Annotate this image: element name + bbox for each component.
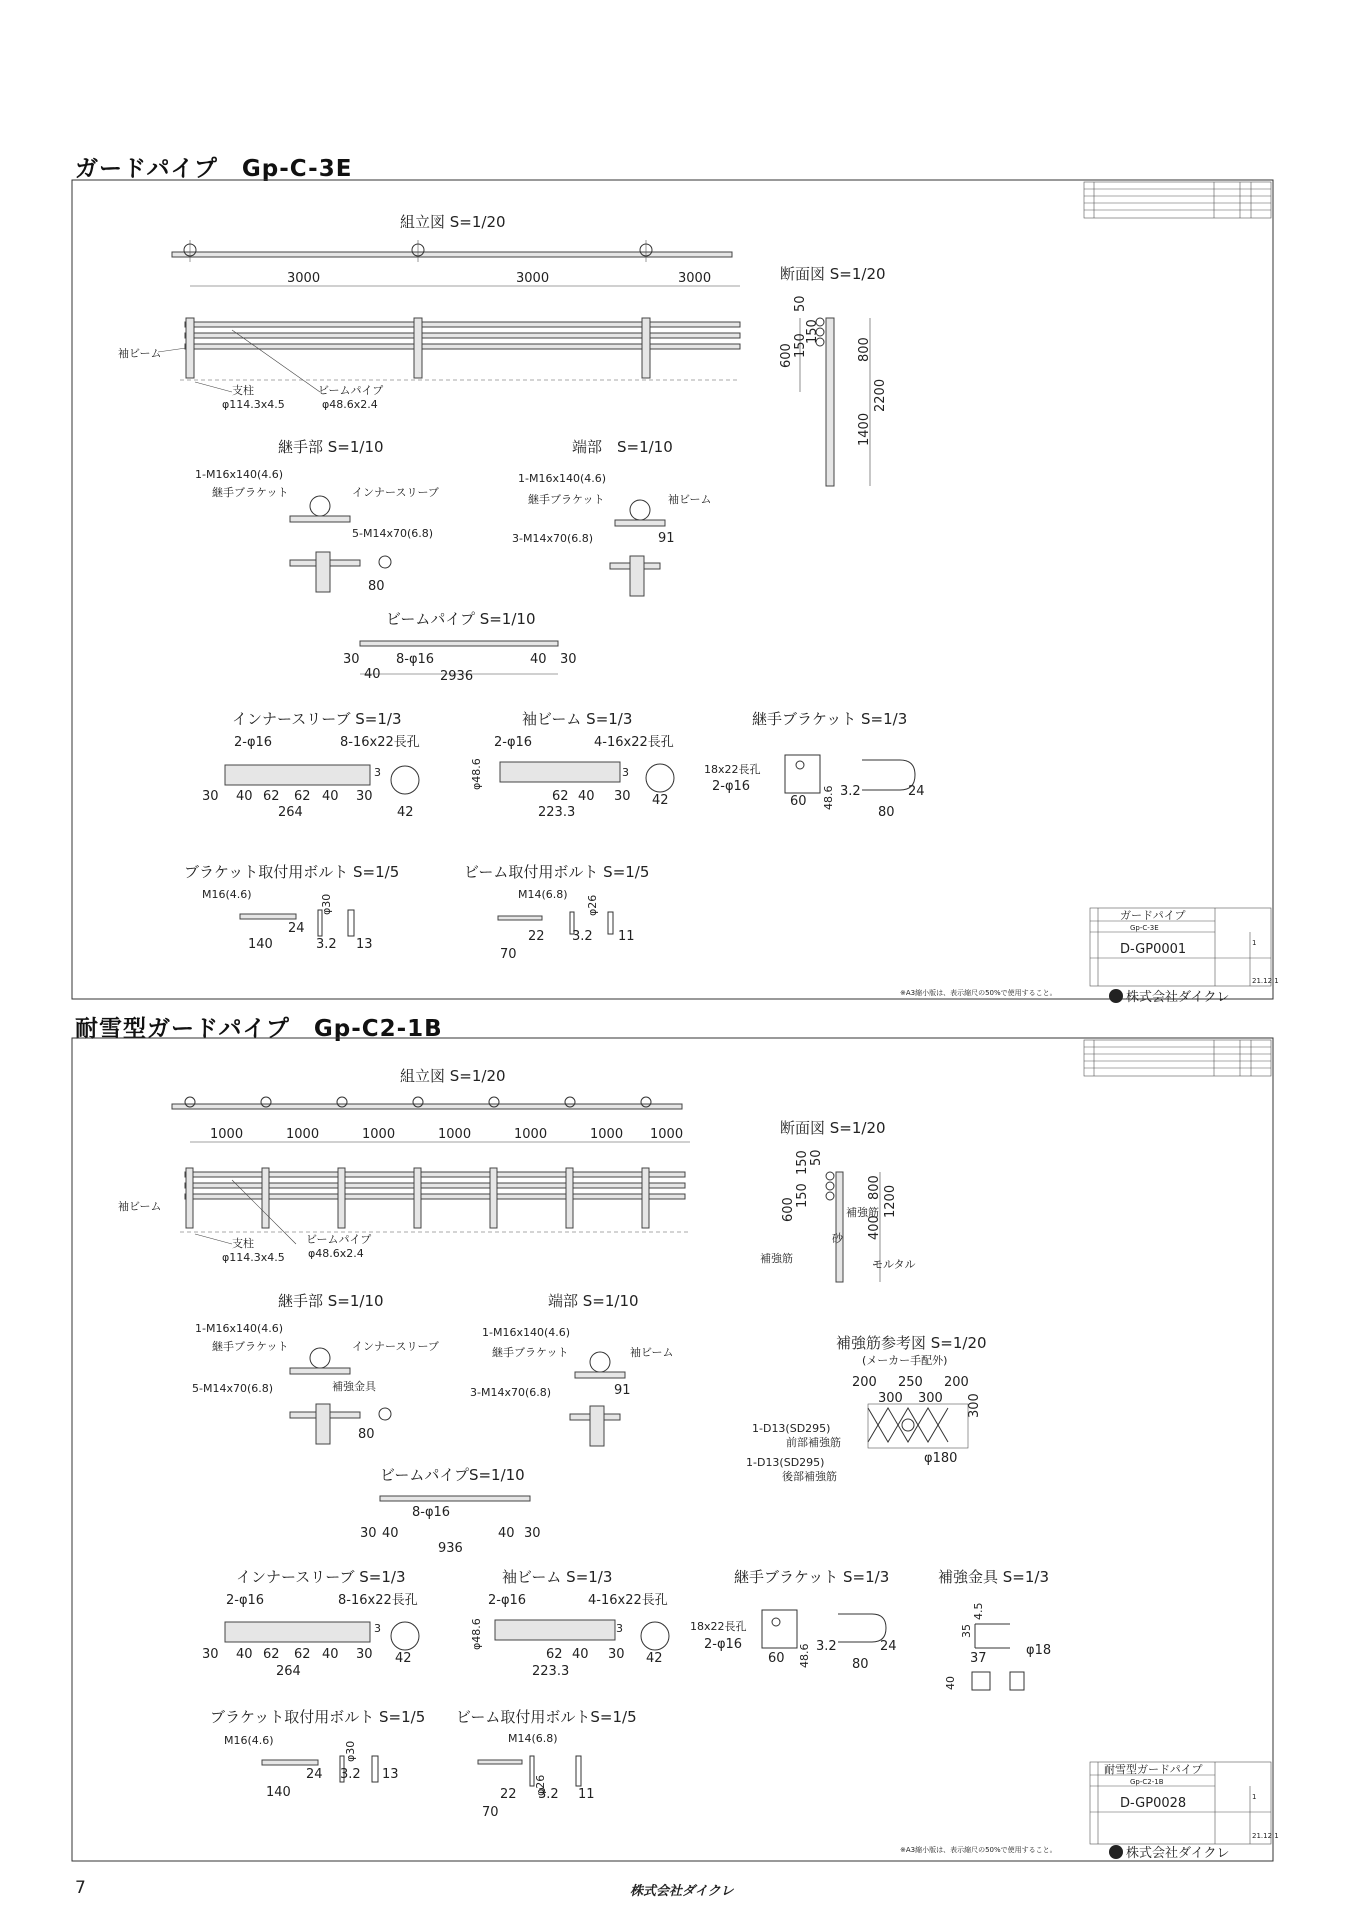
- s2-end-title: 端部 S=1/10: [548, 1292, 639, 1310]
- s1-bbolt-view: [202, 888, 373, 952]
- s2-bmb-d32: 3.2: [538, 1787, 559, 1802]
- s1-is-d62a: 62: [263, 789, 280, 804]
- s1-d600: 600: [779, 343, 794, 368]
- s2-section-view: [760, 1149, 916, 1282]
- s2-bbolt-title: ブラケット取付用ボルト S=1/5: [210, 1708, 426, 1726]
- s1-tb-company: 株式会社ダイクレ: [1126, 990, 1230, 1005]
- s1-bbolt-title: ブラケット取付用ボルト S=1/5: [184, 863, 400, 881]
- s1-end-d91: 91: [658, 531, 675, 546]
- s1-bp-d40a: 40: [364, 667, 381, 682]
- s1-sb-d3: 3: [622, 766, 629, 779]
- sheet2: [72, 1038, 1279, 1861]
- s1-title-block: [900, 908, 1279, 1005]
- s2-bmb-d26: φ26: [534, 1774, 547, 1796]
- s2-bb-d32: 3.2: [340, 1767, 361, 1782]
- s2-sec-rebar: 補強筋: [846, 1206, 879, 1219]
- s2-sleeve-title: インナースリーブ S=1/3: [236, 1568, 406, 1586]
- s2-tb-sheet: 1: [1252, 1793, 1257, 1801]
- s1-jb-slot: 18x22長孔: [704, 763, 761, 776]
- s2-sleevebeam-view: [470, 1592, 669, 1679]
- s1-sb-holes: 2-φ16: [494, 735, 533, 750]
- s2-tb-drawing-no: D-GP0028: [1120, 1796, 1187, 1811]
- s2-span-5: 1000: [514, 1127, 548, 1142]
- s1-is-d62b: 62: [294, 789, 311, 804]
- s2-rf-d35: 35: [960, 1624, 973, 1638]
- s2-is-d40a: 40: [236, 1647, 253, 1662]
- s1-tb-sheet: 1: [1252, 939, 1257, 947]
- s2-sb-len: 223.3: [532, 1664, 570, 1679]
- s2-bracket-title: 継手ブラケット S=1/3: [734, 1568, 890, 1586]
- s1-tb-date: 21.12.1: [1252, 977, 1279, 985]
- s1-section-title: 断面図 S=1/20: [780, 265, 886, 283]
- s2-bmb-d22: 22: [500, 1787, 517, 1802]
- s2-span-6: 1000: [590, 1127, 624, 1142]
- s1-assembly-title: 組立図 S=1/20: [400, 213, 506, 231]
- s1-bp-length: 2936: [440, 669, 474, 684]
- s1-sb-slots: 4-16x22長孔: [594, 735, 674, 750]
- s1-label-sleeve-beam: 袖ビーム: [118, 347, 162, 360]
- s2-title-block: [900, 1762, 1279, 1861]
- s2-joint-sleeve: インナースリーブ: [352, 1340, 439, 1353]
- s1-bp-holes: 8-φ16: [396, 652, 435, 667]
- s2-jb-d32: 3.2: [816, 1639, 837, 1654]
- s2-label-sleeve-beam: 袖ビーム: [118, 1200, 162, 1213]
- s2-assembly-title: 組立図 S=1/20: [400, 1067, 506, 1085]
- s1-bp-d30b: 30: [560, 652, 577, 667]
- s2-joint-bolt5: 5-M14x70(6.8): [192, 1382, 274, 1395]
- s2-is-d62b: 62: [294, 1647, 311, 1662]
- s2-span-2: 1000: [286, 1127, 320, 1142]
- s2-is-len: 264: [276, 1664, 301, 1679]
- s1-d800: 800: [857, 337, 872, 362]
- s2-rebar-title: 補強筋参考図 S=1/20: [836, 1334, 987, 1352]
- s2-fitting-title: 補強金具 S=1/3: [938, 1568, 1049, 1586]
- s2-sb-d62: 62: [546, 1647, 563, 1662]
- s2-beambolt-title: ビーム取付用ボルトS=1/5: [456, 1708, 637, 1726]
- s2-rb-front-label: 前部補強筋: [786, 1436, 841, 1449]
- s2-jb-d24: 24: [880, 1639, 897, 1654]
- s2-tb-model: Gp-C2-1B: [1130, 1778, 1164, 1786]
- s2-bb-d24: 24: [306, 1767, 323, 1782]
- s1-tb-drawing-no: D-GP0001: [1120, 942, 1187, 957]
- s1-joint-bolt1: 1-M16x140(4.6): [195, 468, 284, 481]
- s2-jb-slot: 18x22長孔: [690, 1620, 747, 1633]
- s1-end-view: [512, 472, 712, 596]
- s2-beam-size: φ48.6x2.4: [308, 1247, 364, 1260]
- s1-tb-note: ※A3縮小版は、表示縮尺の50%で使用すること。: [900, 989, 1057, 997]
- s1-jb-d48: 48.6: [822, 785, 835, 810]
- s2-jb-d48: 48.6: [798, 1643, 811, 1668]
- s1-bracket-title: 継手ブラケット S=1/3: [752, 710, 908, 728]
- s2-bmb-d70: 70: [482, 1805, 499, 1820]
- s1-jb-holes: 2-φ16: [712, 779, 751, 794]
- s1-beampipe-title: ビームパイプ S=1/10: [386, 610, 536, 628]
- sheet1: [72, 180, 1279, 1005]
- s1-d50: 50: [793, 295, 808, 312]
- s2-d600: 600: [781, 1197, 796, 1222]
- s1-end-sleeve-beam: 袖ビーム: [668, 493, 712, 506]
- s1-label-post: 支柱: [232, 384, 254, 397]
- s2-sb-slots: 4-16x22長孔: [588, 1593, 668, 1608]
- s1-is-d40b: 40: [322, 789, 339, 804]
- s1-span-1: 3000: [287, 271, 321, 286]
- s1-sleevebeam-view: [470, 734, 674, 820]
- s1-end-bracket: 継手ブラケット: [528, 493, 605, 506]
- s2-rb-d300a: 300: [878, 1391, 903, 1406]
- s2-jb-holes: 2-φ16: [704, 1637, 743, 1652]
- s2-beampipe-view: [360, 1496, 541, 1556]
- s2-bb-d13: 13: [382, 1767, 399, 1782]
- s2-is-d62a: 62: [263, 1647, 280, 1662]
- s2-joint-d80: 80: [358, 1427, 375, 1442]
- s2-tb-company: 株式会社ダイクレ: [1126, 1846, 1230, 1861]
- s1-sb-d30: 30: [614, 789, 631, 804]
- s2-rb-d200a: 200: [852, 1375, 877, 1390]
- s2-rb-dia: φ180: [924, 1451, 958, 1466]
- s2-sb-d30: 30: [608, 1647, 625, 1662]
- s1-joint-bracket: 継手ブラケット: [212, 486, 289, 499]
- s2-sec-mortar: モルタル: [872, 1258, 916, 1271]
- s2-bmb-name: M14(6.8): [508, 1732, 558, 1745]
- s2-label-beam-pipe: ビームパイプ: [306, 1233, 372, 1246]
- s2-span-7: 1000: [650, 1127, 684, 1142]
- s1-bp-d40b: 40: [530, 652, 547, 667]
- s1-bmb-d26: φ26: [586, 894, 599, 916]
- s2-end-bolt3: 3-M14x70(6.8): [470, 1386, 552, 1399]
- s2-is-d3: 3: [374, 1622, 381, 1635]
- s2-rf-d40: 40: [944, 1676, 957, 1690]
- s1-bb-name: M16(4.6): [202, 888, 252, 901]
- s1-sleeve-view: [202, 734, 420, 820]
- s1-bmb-d70: 70: [500, 947, 517, 962]
- s2-d400: 400: [867, 1215, 882, 1240]
- s2-joint-bracket: 継手ブラケット: [212, 1340, 289, 1353]
- s2-bmb-d11: 11: [578, 1787, 595, 1802]
- s2-bp-d40b: 40: [498, 1526, 515, 1541]
- s2-jb-d60: 60: [768, 1651, 785, 1666]
- s1-d1400: 1400: [857, 412, 872, 446]
- s1-d150a: 150: [805, 319, 820, 344]
- s2-sb-d42: 42: [646, 1651, 663, 1666]
- s2-is-d30b: 30: [356, 1647, 373, 1662]
- s1-is-d42: 42: [397, 805, 414, 820]
- s1-end-bolt3: 3-M14x70(6.8): [512, 532, 594, 545]
- s1-sb-d42: 42: [652, 793, 669, 808]
- s2-is-d40b: 40: [322, 1647, 339, 1662]
- s1-label-beam-pipe: ビームパイプ: [318, 384, 384, 397]
- footer-logo: 株式会社ダイクレ: [630, 1884, 734, 1899]
- s1-bmb-d11: 11: [618, 929, 635, 944]
- s2-tb-date: 21.12.1: [1252, 1832, 1279, 1840]
- s2-end-bolt1: 1-M16x140(4.6): [482, 1326, 571, 1339]
- s2-span-4: 1000: [438, 1127, 472, 1142]
- s2-sleevebeam-title: 袖ビーム S=1/3: [502, 1568, 613, 1586]
- s2-post-size: φ114.3x4.5: [222, 1251, 285, 1264]
- s1-bmb-d32: 3.2: [572, 929, 593, 944]
- s2-tb-note: ※A3縮小版は、表示縮尺の50%で使用すること。: [900, 1846, 1057, 1854]
- s2-joint-title: 継手部 S=1/10: [278, 1292, 384, 1310]
- s2-section-title: 断面図 S=1/20: [780, 1119, 886, 1137]
- s2-bbolt-view: [224, 1734, 399, 1800]
- s2-d50: 50: [809, 1149, 824, 1166]
- s1-beam-size: φ48.6x2.4: [322, 398, 378, 411]
- s2-rb-d300c: 300: [967, 1393, 982, 1418]
- s2-rb-rear: 1-D13(SD295): [746, 1456, 825, 1469]
- s1-bb-d30: φ30: [320, 893, 333, 915]
- s2-tb-name: 耐雪型ガードパイプ: [1104, 1763, 1203, 1776]
- s1-jb-d24: 24: [908, 784, 925, 799]
- s2-fitting-view: [944, 1603, 1051, 1691]
- s1-beampipe-view: [343, 641, 577, 684]
- s1-end-bolt1: 1-M16x140(4.6): [518, 472, 607, 485]
- s2-d150a: 150: [795, 1150, 810, 1175]
- s2-rb-front: 1-D13(SD295): [752, 1422, 831, 1435]
- s1-bb-d13: 13: [356, 937, 373, 952]
- s2-sleeve-view: [202, 1592, 419, 1679]
- s2-d1200: 1200: [883, 1184, 898, 1218]
- s1-jb-d80: 80: [878, 805, 895, 820]
- s2-beambolt-view: [478, 1732, 595, 1820]
- s1-bb-d140: 140: [248, 937, 273, 952]
- s2-label-post: 支柱: [232, 1237, 254, 1250]
- s1-jb-d32: 3.2: [840, 784, 861, 799]
- s1-sb-dia: φ48.6: [470, 758, 483, 790]
- s1-joint-view: [195, 468, 439, 594]
- s1-joint-sleeve: インナースリーブ: [352, 486, 439, 499]
- s2-bp-holes: 8-φ16: [412, 1505, 451, 1520]
- s1-bb-d24: 24: [288, 921, 305, 936]
- s2-bb-d140: 140: [266, 1785, 291, 1800]
- s1-is-len: 264: [278, 805, 303, 820]
- s2-rf-d18: φ18: [1026, 1643, 1052, 1658]
- s2-is-holes: 2-φ16: [226, 1593, 265, 1608]
- sheet2-revision-table: [1084, 1040, 1271, 1076]
- s1-is-d3: 3: [374, 766, 381, 779]
- s1-beambolt-view: [498, 888, 635, 962]
- s1-bmb-d22: 22: [528, 929, 545, 944]
- s1-joint-d80: 80: [368, 579, 385, 594]
- s2-rb-d300b: 300: [918, 1391, 943, 1406]
- s2-bb-d30: φ30: [344, 1740, 357, 1762]
- s1-bb-d32: 3.2: [316, 937, 337, 952]
- s1-assembly-plan: [172, 240, 732, 262]
- s2-sb-d3: 3: [616, 1622, 623, 1635]
- s2-rebar-note: (メーカー手配外): [862, 1354, 948, 1367]
- s1-sb-d62: 62: [552, 789, 569, 804]
- s2-bp-d30a: 30: [360, 1526, 377, 1541]
- s1-span-2: 3000: [516, 271, 550, 286]
- s2-span-3: 1000: [362, 1127, 396, 1142]
- s2-assembly-elevation: [118, 1127, 690, 1264]
- s2-rb-d250: 250: [898, 1375, 923, 1390]
- s2-end-view: [470, 1326, 674, 1446]
- s2-assembly-plan: [172, 1097, 682, 1109]
- s2-end-bracket: 継手ブラケット: [492, 1346, 569, 1359]
- s2-bracket-view: [690, 1610, 897, 1672]
- sheet1-title: ガードパイプ Gp-C-3E: [75, 156, 353, 182]
- s2-bb-name: M16(4.6): [224, 1734, 274, 1747]
- s2-rb-rear-label: 後部補強筋: [782, 1470, 837, 1483]
- s2-end-d91: 91: [614, 1383, 631, 1398]
- s2-bp-length: 936: [438, 1541, 463, 1556]
- s1-d150b: 150: [793, 333, 808, 358]
- s1-bp-d30a: 30: [343, 652, 360, 667]
- s1-is-slots: 8-16x22長孔: [340, 735, 420, 750]
- s1-joint-bolt5: 5-M14x70(6.8): [352, 527, 434, 540]
- s1-is-d40a: 40: [236, 789, 253, 804]
- s2-sec-rebar2: 補強筋: [760, 1252, 793, 1265]
- s2-span-1: 1000: [210, 1127, 244, 1142]
- s1-bracket-view: [704, 755, 925, 820]
- s1-tb-name: ガードパイプ: [1120, 909, 1186, 922]
- s2-is-d42: 42: [395, 1651, 412, 1666]
- s2-bp-d40a: 40: [382, 1526, 399, 1541]
- s1-assembly-elevation: [118, 271, 740, 411]
- s2-beampipe-title: ビームパイプS=1/10: [380, 1466, 525, 1484]
- s1-sleevebeam-title: 袖ビーム S=1/3: [522, 710, 633, 728]
- s2-rb-d200b: 200: [944, 1375, 969, 1390]
- s1-sleeve-title: インナースリーブ S=1/3: [232, 710, 402, 728]
- s1-is-d30b: 30: [356, 789, 373, 804]
- sheet2-title: 耐雪型ガードパイプ Gp-C2-1B: [75, 1016, 443, 1042]
- s2-jb-d80: 80: [852, 1657, 869, 1672]
- s1-is-d30a: 30: [202, 789, 219, 804]
- s1-beambolt-title: ビーム取付用ボルト S=1/5: [464, 863, 650, 881]
- s2-joint-bolt1: 1-M16x140(4.6): [195, 1322, 284, 1335]
- s2-rf-d37: 37: [970, 1651, 987, 1666]
- s2-sb-d40: 40: [572, 1647, 589, 1662]
- s2-is-d30a: 30: [202, 1647, 219, 1662]
- s2-sb-holes: 2-φ16: [488, 1593, 527, 1608]
- s1-joint-title: 継手部 S=1/10: [278, 438, 384, 456]
- s1-jb-d60: 60: [790, 794, 807, 809]
- s2-is-slots: 8-16x22長孔: [338, 1593, 418, 1608]
- s1-sb-len: 223.3: [538, 805, 576, 820]
- s2-rebar-view: [746, 1375, 982, 1483]
- s1-is-holes: 2-φ16: [234, 735, 273, 750]
- sheet1-revision-table: [1084, 182, 1271, 218]
- s1-post-size: φ114.3x4.5: [222, 398, 285, 411]
- s1-bmb-name: M14(6.8): [518, 888, 568, 901]
- s2-joint-view: [192, 1322, 439, 1444]
- s1-tb-model: Gp-C-3E: [1130, 924, 1159, 932]
- s1-d2200: 2200: [873, 378, 888, 412]
- s2-sb-dia: φ48.6: [470, 1618, 483, 1650]
- s2-d800: 800: [867, 1175, 882, 1200]
- s1-span-3: 3000: [678, 271, 712, 286]
- s2-sec-sand: 砂: [832, 1232, 843, 1245]
- s1-end-title: 端部 S=1/10: [572, 438, 673, 456]
- s1-sb-d40: 40: [578, 789, 595, 804]
- s2-d150b: 150: [795, 1183, 810, 1208]
- s1-section-view: [779, 295, 888, 486]
- s2-end-sleeve-beam: 袖ビーム: [630, 1346, 674, 1359]
- s2-bp-d30b: 30: [524, 1526, 541, 1541]
- s2-rf-d45: 4.5: [972, 1602, 985, 1620]
- page-number: 7: [75, 1878, 86, 1898]
- s2-joint-fitting: 補強金具: [332, 1380, 376, 1393]
